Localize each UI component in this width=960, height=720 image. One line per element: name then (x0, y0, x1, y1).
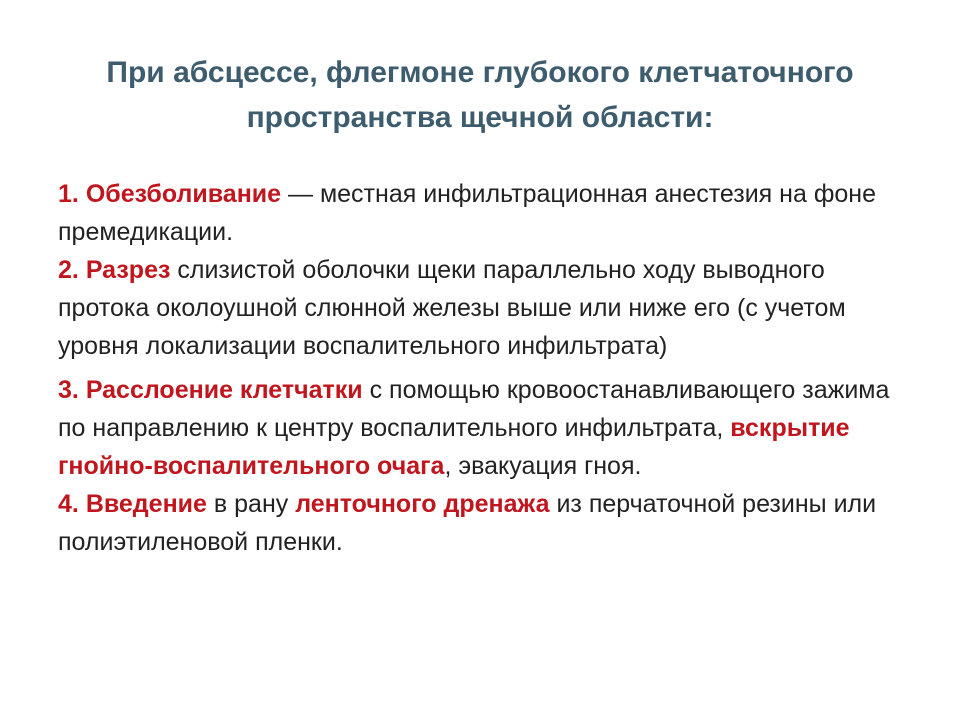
step-2 (58, 251, 918, 365)
step-4-number: 4. (58, 490, 79, 518)
step-3 (58, 371, 918, 485)
step-1-highlight: Обезболивание (85, 180, 282, 208)
title-line-2: пространства щечной области: (246, 101, 714, 134)
step-1-number: 1. (58, 180, 79, 208)
step-4-text-2: из перчаточной резины или полиэтиленовой пленки. (58, 490, 877, 556)
procedure-steps (58, 175, 918, 561)
step-3-number: 3. (58, 376, 79, 404)
step-1 (58, 175, 918, 251)
step-2-number: 2. (58, 256, 79, 284)
step-4-highlight: Введение (85, 490, 207, 518)
step-3-highlight-2: вскрытие гнойно-воспалительного очага (58, 414, 850, 480)
step-3-highlight: Расслоение клетчатки (85, 376, 363, 404)
step-1-text: — местная инфильтрационная анестезия на фоне премедикации. (58, 180, 876, 246)
step-2-highlight: Разрез (85, 256, 171, 284)
step-3-text-2: , эвакуация гноя. (444, 452, 642, 480)
slide-title (60, 50, 900, 140)
step-4 (58, 485, 918, 561)
title-line-1: При абсцессе, флегмоне глубокого клетчаточного (106, 56, 854, 89)
step-2-text: слизистой оболочки щеки параллельно ходу выводного протока околоушной слюнной железы выше или ниже его (с учетом уровня локализации воспалительного инфильтрата) (58, 256, 846, 360)
step-3-text: с помощью кровоостанавливающего зажима по направлению к центру воспалительного инфильтрата, (58, 376, 890, 442)
step-4-highlight-2: ленточного дренажа (295, 490, 550, 518)
step-4-text: в рану (206, 490, 296, 518)
